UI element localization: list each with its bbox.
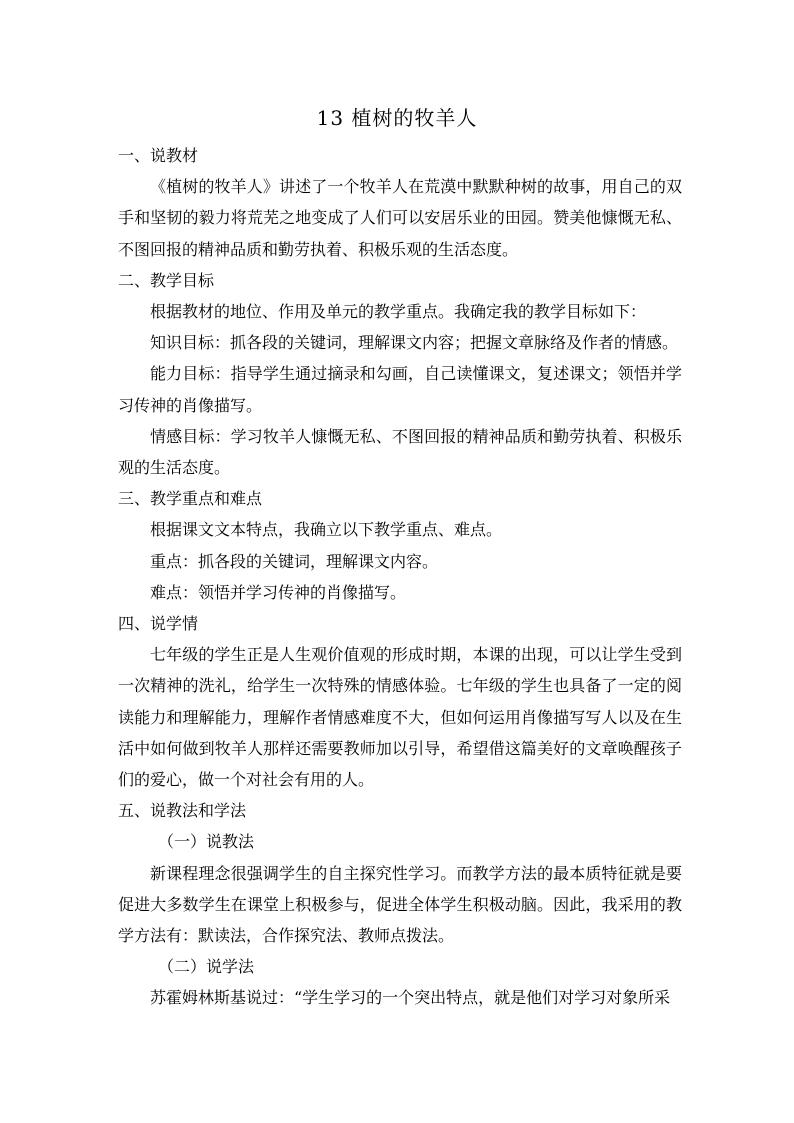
paragraph-teaching-method: 新课程理念很强调学生的自主探究性学习。而教学方法的最本质特征就是要促进大多数学生在课堂上积极参与，促进全体学生积极动脑。因此，我采用的教学方法有：默读法，合作探究法、教师点拨法。 bbox=[118, 863, 682, 946]
paragraph-key-points-intro: 根据课文文本特点，我确立以下教学重点、难点。 bbox=[150, 520, 503, 540]
paragraph-ability-goal: 能力目标：指导学生通过摘录和勾画，自己读懂课文，复述课文；领悟并学习传神的肖像描写。 bbox=[118, 364, 682, 415]
section-heading-teaching-goals: 二、教学目标 bbox=[118, 270, 215, 290]
paragraph-key-point: 重点：抓各段的关键词，理解课文内容。 bbox=[150, 551, 439, 571]
document-body bbox=[118, 140, 682, 1014]
subheading-teaching-method: （一）说教法 bbox=[158, 832, 255, 852]
section-heading-student-analysis: 四、说学情 bbox=[118, 614, 199, 634]
page-title: 13 植树的牧羊人 bbox=[316, 106, 478, 130]
paragraph-emotion-goal: 情感目标：学习牧羊人慷慨无私、不图回报的精神品质和勤劳执着、积极乐观的生活态度。 bbox=[118, 426, 682, 478]
section-heading-methods: 五、说教法和学法 bbox=[118, 801, 247, 821]
paragraph-difficult-point: 难点：领悟并学习传神的肖像描写。 bbox=[150, 582, 407, 602]
section-heading-key-points: 三、教学重点和难点 bbox=[118, 489, 263, 509]
paragraph-student-analysis: 七年级的学生正是人生观价值观的形成时期，本课的出现，可以让学生受到一次精神的洗礼，给学生一次特殊的情感体验。七年级的学生也具备了一定的阅读能力和理解能力，理解作者情感难度不大，但如何运用肖像描写写人以及在生活中如何做到牧羊人那样还需要教师加以引导，希望借这篇美好的文章唤醒孩子们的爱心，做一个对社会有用的人。 bbox=[118, 645, 682, 790]
paragraph-material-summary: 《植树的牧羊人》讲述了一个牧羊人在荒漠中默默种树的故事，用自己的双手和坚韧的毅力将荒芜之地变成了人们可以安居乐业的田园。赞美他慷慨无私、不图回报的精神品质和勤劳执着、积极乐观的生活态度。 bbox=[118, 177, 682, 259]
paragraph-goals-intro: 根据教材的地位、作用及单元的教学重点。我确定我的教学目标如下： bbox=[150, 302, 647, 322]
section-heading-teaching-material: 一、说教材 bbox=[118, 146, 199, 165]
paragraph-learning-method: 苏霍姆林斯基说过：“学生学习的一个突出特点，就是他们对学习对象所采 bbox=[150, 988, 671, 1008]
subheading-learning-method: （二）说学法 bbox=[158, 957, 255, 977]
paragraph-knowledge-goal: 知识目标：抓各段的关键词，理解课文内容；把握文章脉络及作者的情感。 bbox=[150, 333, 679, 353]
